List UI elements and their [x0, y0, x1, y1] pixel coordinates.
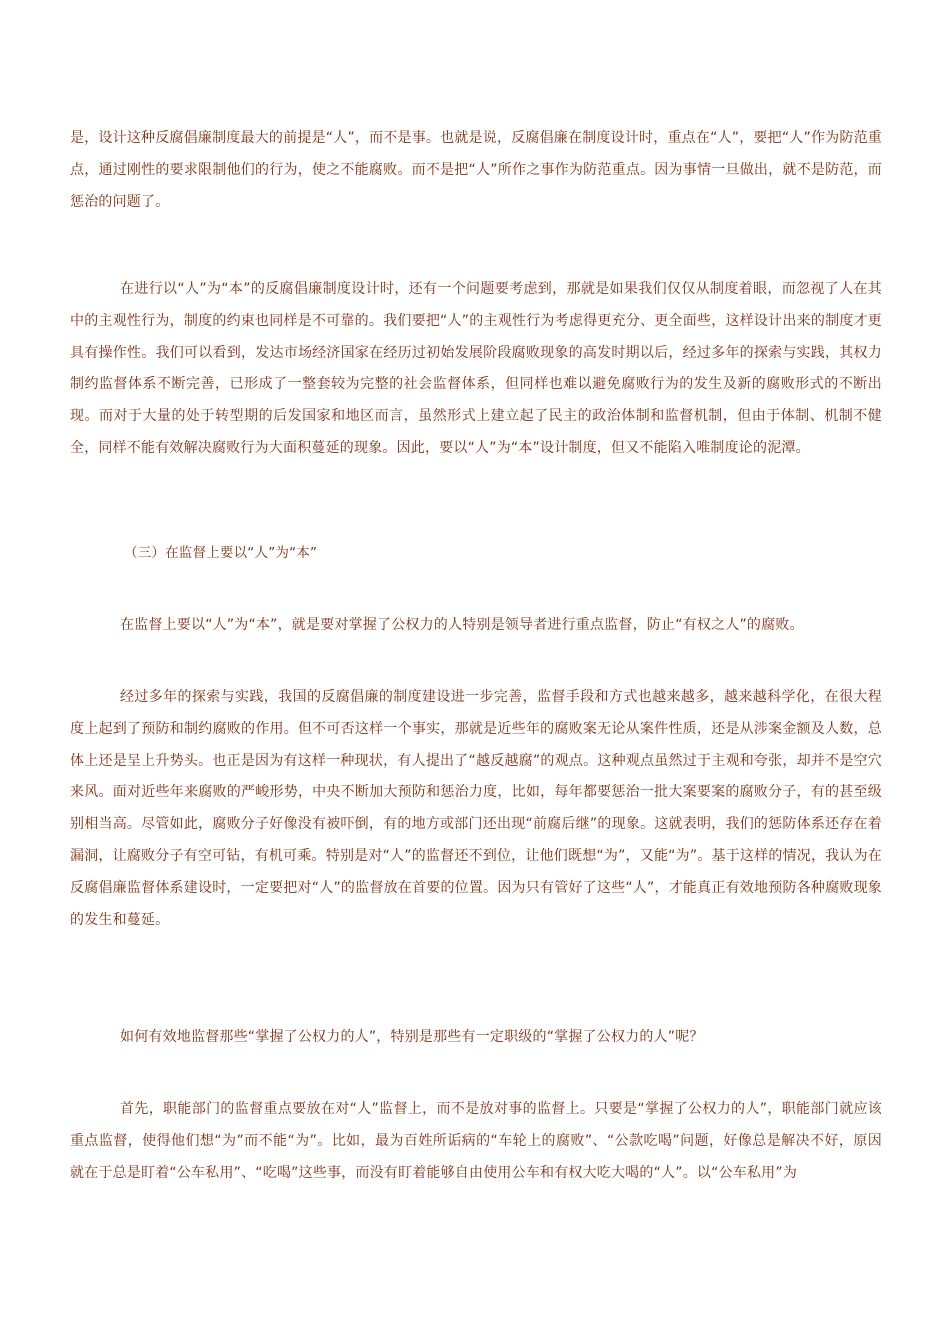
paragraph-first-point: 首先，职能部门的监督重点要放在对“人”监督上，而不是放对事的监督上。只要是“掌握了公权力的人”，职能部门就应该重点监督，使得他们想“为”而不能“为”。比如，最为百姓所诟病的“车轮上的腐败”、“公款吃喝”问题，好像总是解决不好，原因就在于总是盯着“公车私用”、“吃喝”这些事，而没有盯着能够自由使用公车和有权大吃大喝的“人”。以“公车私用”为 [70, 1101, 882, 1181]
section-heading: （三）在监督上要以“人”为“本” [124, 545, 318, 561]
paragraph-continuation: 是，设计这种反腐倡廉制度最大的前提是“人”，而不是事。也就是说，反腐倡廉在制度设计时，重点在“人”，要把“人”作为防范重点，通过刚性的要求限制他们的行为，使之不能腐败。而不是把“人”所作之事作为防范重点。因为事情一旦做出，就不是防范，而惩治的问题了。 [70, 130, 882, 210]
paragraph-supervision-principle: 在监督上要以“人”为“本”，就是要对掌握了公权力的人特别是领导者进行重点监督，防止“有权之人”的腐败。 [120, 617, 804, 633]
paragraph-question: 如何有效地监督那些“掌握了公权力的人”，特别是那些有一定职级的“掌握了公权力的人”呢？ [120, 1029, 704, 1045]
paragraph-system-design: 在进行以“人”为“本”的反腐倡廉制度设计时，还有一个问题要考虑到，那就是如果我们仅仅从制度着眼，而忽视了人在其中的主观性行为，制度的约束也同样是不可靠的。我们要把“人”的主观性行为考虑得更充分、更全面些，这样设计出来的制度才更具有操作性。我们可以看到，发达市场经济国家在经历过初始发展阶段腐败现象的高发时期以后，经过多年的探索与实践，其权力制约监督体系不断完善，已形成了一整套较为完整的社会监督体系，但同样也难以避免腐败行为的发生及新的腐败形式的不断出现。而对于大量的处于转型期的后发国家和地区而言，虽然形式上建立起了民主的政治体制和监督机制，但由于体制、机制不健全，同样不能有效解决腐败行为大面积蔓延的现象。因此，要以“人”为“本”设计制度，但又不能陷入唯制度论的泥潭。 [70, 281, 882, 456]
paragraph-anticorruption-status: 经过多年的探索与实践，我国的反腐倡廉的制度建设进一步完善，监督手段和方式也越来越多，越来越科学化，在很大程度上起到了预防和制约腐败的作用。但不可否这样一个事实，那就是近些年的腐败案无论从案件性质，还是从涉案金额及人数，总体上还是呈上升势头。也正是因为有这样一种现状，有人提出了“越反越腐”的观点。这种观点虽然过于主观和夸张，却并不是空穴来风。面对近些年来腐败的严峻形势，中央不断加大预防和惩治力度，比如，每年都要惩治一批大案要案的腐败分子，有的甚至级别相当高。尽管如此，腐败分子好像没有被吓倒，有的地方或部门还出现“前腐后继”的现象。这就表明，我们的惩防体系还存在着漏洞，让腐败分子有空可钻，有机可乘。特别是对“人”的监督还不到位，让他们既想“为”，又能“为”。基于这样的情况，我认为在反腐倡廉监督体系建设时，一定要把对“人”的监督放在首要的位置。因为只有管好了这些“人”，才能真正有效地预防各种腐败现象的发生和蔓延。 [70, 689, 882, 928]
